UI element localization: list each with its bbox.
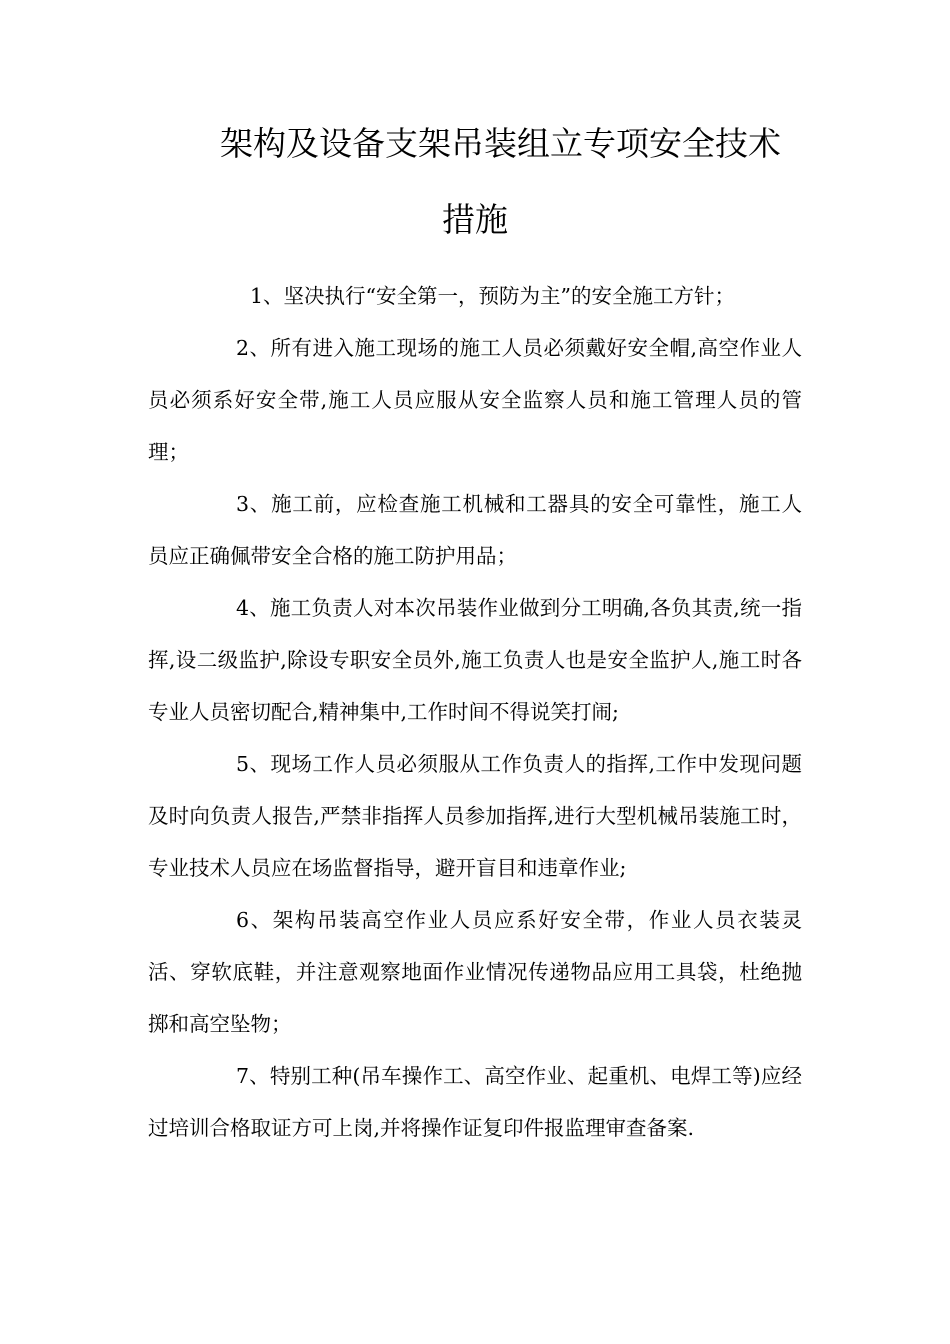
safety-item-6: 6、架构吊装高空作业人员应系好安全带，作业人员衣装灵活、穿软底鞋，并注意观察地面作业情况传递物品应用工具袋，杜绝抛掷和高空坠物； [148,908,802,1036]
safety-item-5: 5、现场工作人员必须服从工作负责人的指挥,工作中发现问题及时向负责人报告,严禁非指挥人员参加指挥,进行大型机械吊装施工时，专业技术人员应在场监督指导，避开盲目和违章作业; [148,752,802,880]
safety-item-1: 1、坚决执行“安全第一，预防为主”的安全施工方针； [250,284,736,308]
document-title-line-2: 措施 [442,200,508,239]
safety-item-2: 2、所有进入施工现场的施工人员必须戴好安全帽,高空作业人员必须系好安全带,施工人员应服从安全监察人员和施工管理人员的管理； [148,336,802,464]
safety-item-7: 7、特别工种(吊车操作工、高空作业、起重机、电焊工等)应经过培训合格取证方可上岗,并将操作证复印件报监理审查备案. [148,1064,802,1140]
safety-item-3: 3、施工前，应检查施工机械和工器具的安全可靠性，施工人员应正确佩带安全合格的施工防护用品； [148,492,802,568]
document-title-line-1: 架构及设备支架吊装组立专项安全技术 [220,124,781,163]
document-body [148,270,802,1154]
safety-item-4: 4、施工负责人对本次吊装作业做到分工明确,各负其责,统一指挥,设二级监护,除设专职安全员外,施工负责人也是安全监护人,施工时各专业人员密切配合,精神集中,工作时间不得说笑打闹; [148,596,802,724]
